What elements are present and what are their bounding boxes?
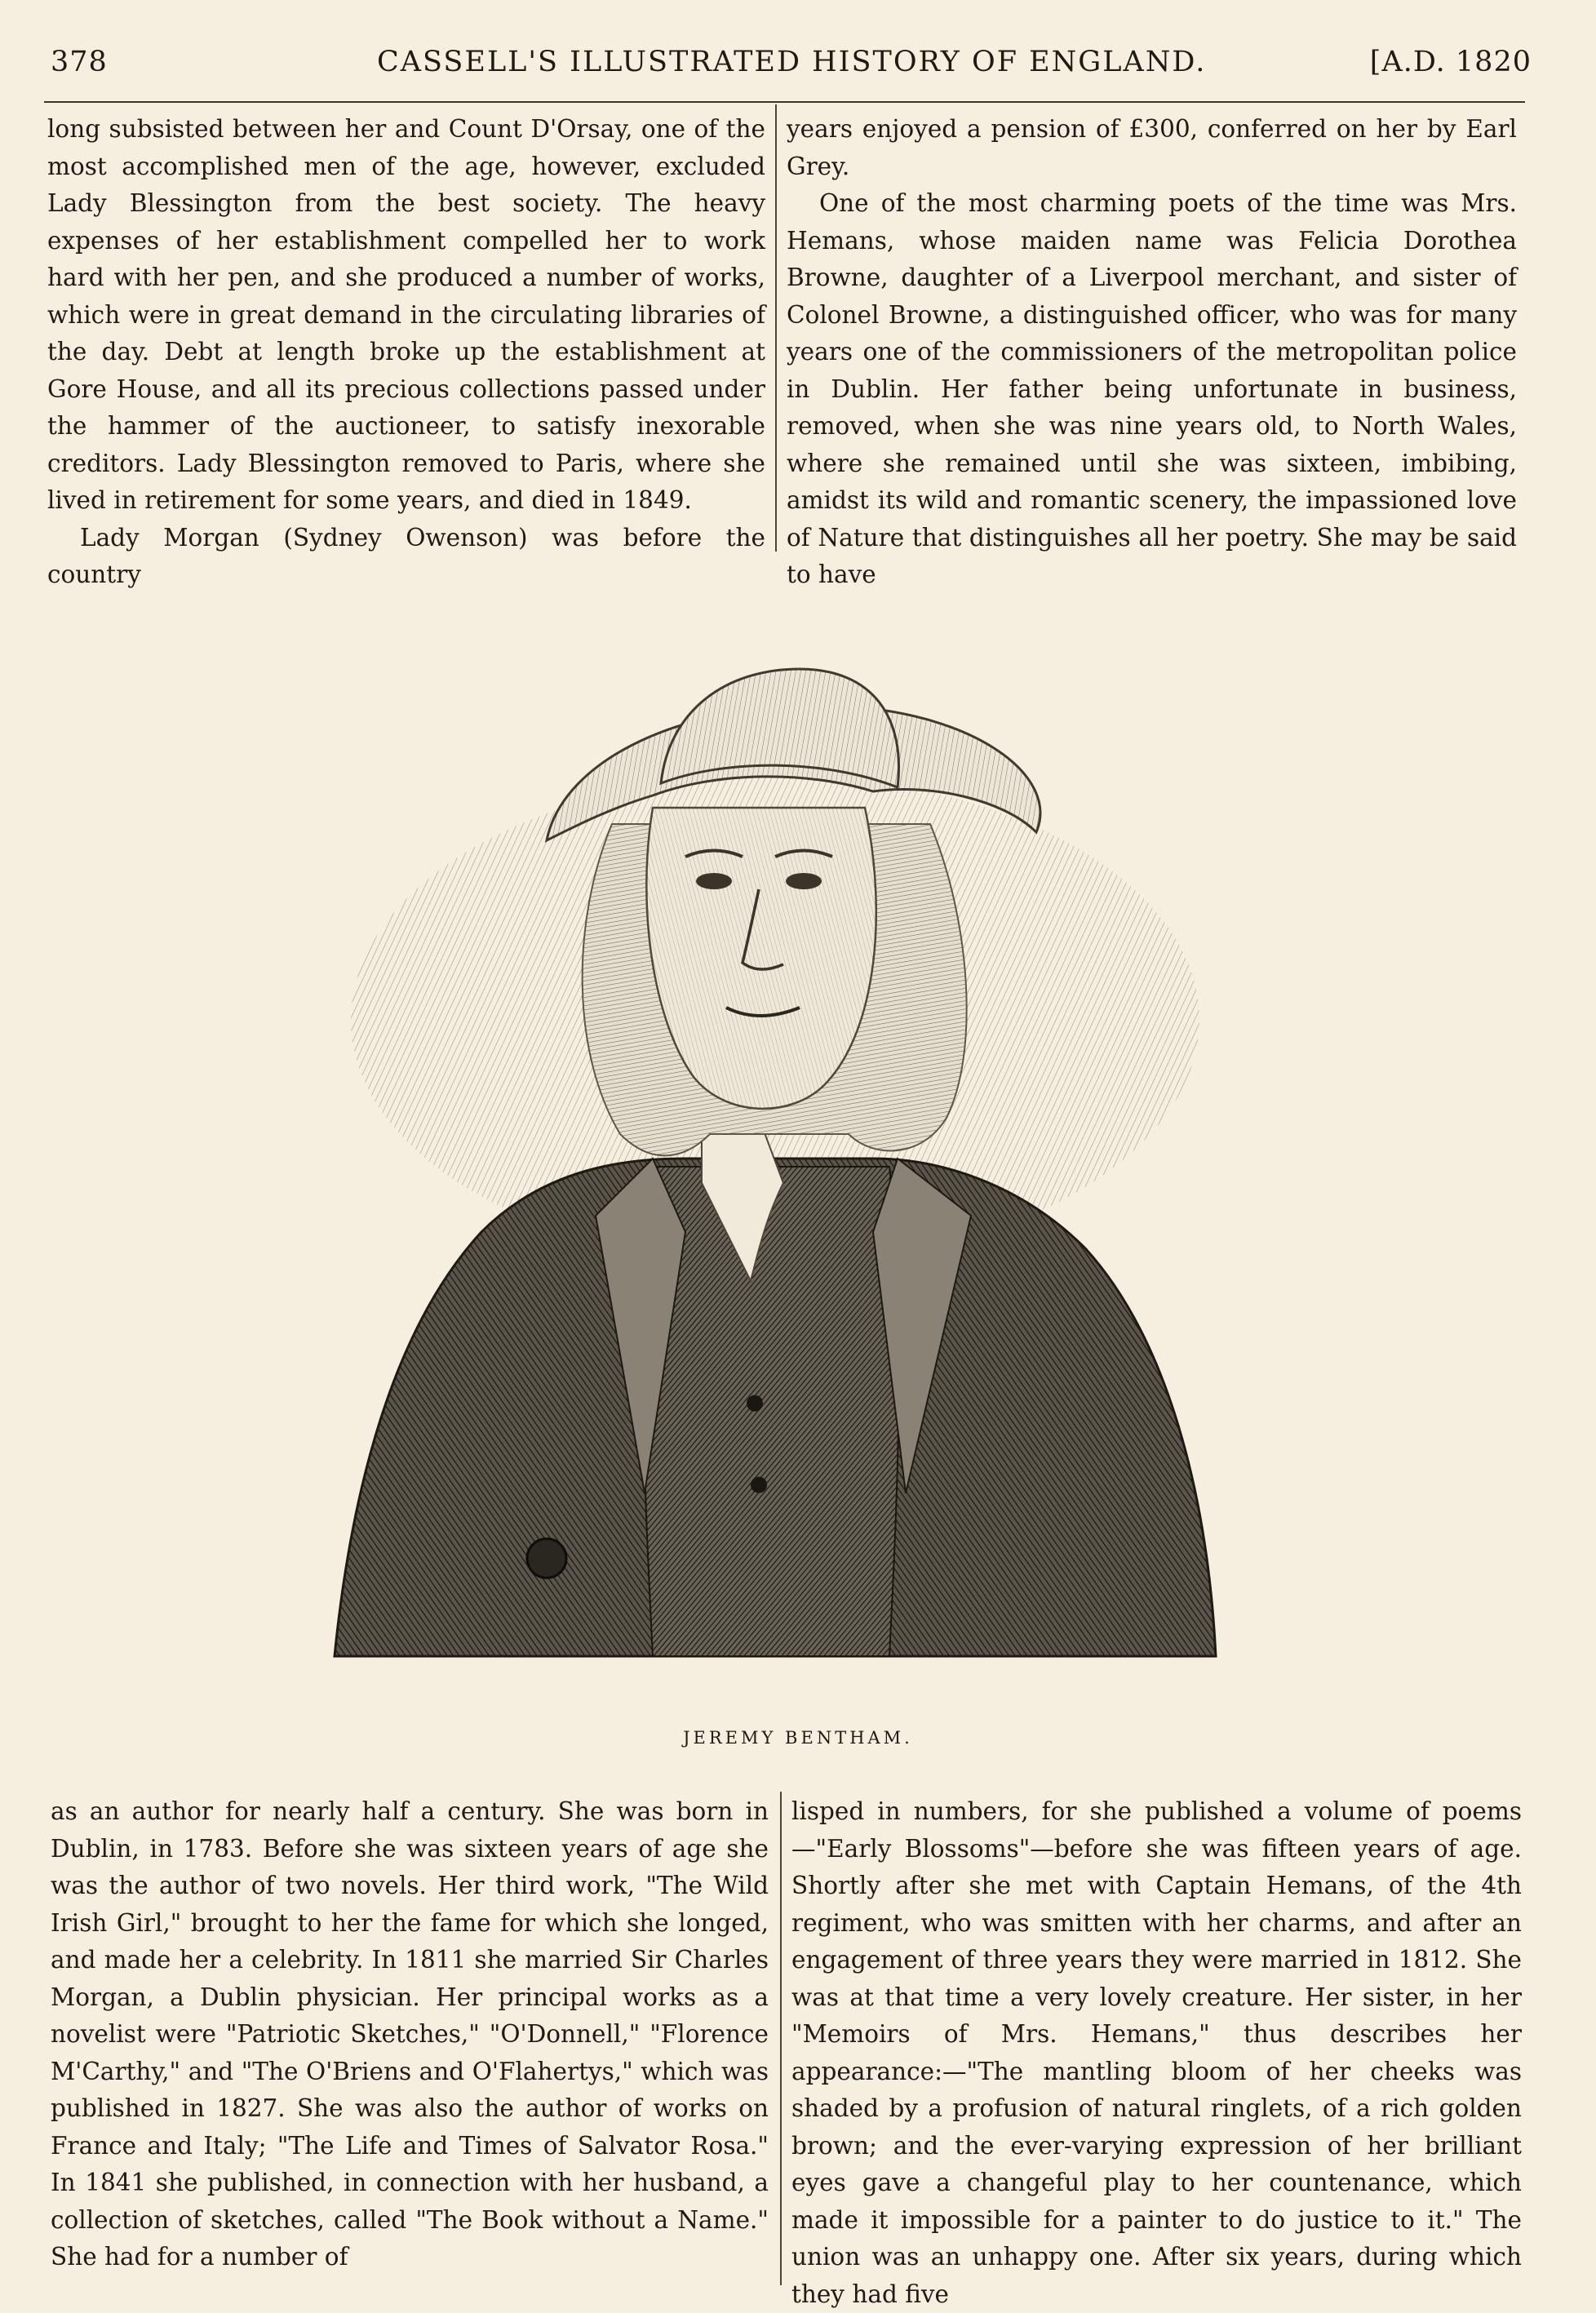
paragraph: long subsisted between her and Count D'Orsay, one of the most accomplished men of the age, however, excluded Lady Blessington from the best society. The heavy expenses of her establishment compelled her to work hard with her pen, and she produced a number of works, which were in great demand in the circulating libraries of the day. Debt at length broke up the establishment at Gore House, and all its precious collections passed under the hammer of the auctioneer, to satisfy inexorable creditors. Lady Blessington removed to Paris, where she lived in retirement for some years, and died in 1849. bbox=[47, 115, 765, 514]
paragraph: One of the most charming poets of the time was Mrs. Hemans, whose maiden name was Felicia Dorothea Browne, daughter of a Liverpool merchant, and sister of Colonel Browne, a distinguished officer, who was for many years one of the commissioners of the metropolitan police in Dublin. Her father being unfortunate in business, removed, when she was nine years old, to North Wales, where she remained until she was sixteen, imbibing, amidst its wild and romantic scenery, the impassioned love of Nature that distinguishes all her poetry. She may be said to have bbox=[787, 189, 1517, 588]
figure-caption: JEREMY BENTHAM. bbox=[683, 1728, 913, 1748]
paragraph: years enjoyed a pension of £300, conferred on her by Earl Grey. bbox=[787, 115, 1517, 180]
left-eye bbox=[696, 873, 732, 889]
bottom-left-column bbox=[51, 1793, 769, 2276]
running-head bbox=[51, 41, 1532, 90]
column-divider bbox=[775, 104, 777, 552]
paragraph: lisped in numbers, for she published a volume of poems—"Early Blossoms"—before she was fifteen years of age. Shortly after she met with Captain Hemans, of the 4th regiment, who was smitten with her charms, and after an engagement of three years they were married in 1812. She was at that time a very lovely creature. Her sister, in her "Memoirs of Mrs. Hemans," thus describes her appearance:—"The mantling bloom of her cheeks was shaded by a profusion of natural ringlets, of a rich golden brown; and the ever-varying expression of her brilliant eyes gave a changeful play to her countenance, which made it impossible for a painter to do justice to it." The union was an unhappy one. After six years, during which they had five bbox=[791, 1797, 1522, 2308]
book-title: CASSELL'S ILLUSTRATED HISTORY OF ENGLAND. bbox=[377, 46, 1207, 78]
top-left-column bbox=[47, 111, 765, 594]
date-marker: [A.D. 1820 bbox=[1369, 46, 1532, 78]
right-eye bbox=[786, 873, 822, 889]
vest-button bbox=[747, 1395, 763, 1411]
page-number: 378 bbox=[51, 46, 108, 78]
column-divider bbox=[780, 1792, 782, 2285]
top-right-column bbox=[787, 111, 1517, 594]
coat-button bbox=[527, 1539, 566, 1578]
vest-button bbox=[751, 1477, 767, 1493]
bottom-right-column bbox=[791, 1793, 1522, 2313]
portrait-engraving bbox=[302, 596, 1248, 1689]
header-rule bbox=[44, 101, 1525, 103]
paragraph: Lady Morgan (Sydney Owenson) was before the country bbox=[47, 523, 765, 588]
paragraph: as an author for nearly half a century. She was born in Dublin, in 1783. Before she was sixteen years of age she was the author of two novels. Her third work, "The Wild Irish Girl," brought to her the fame for which she longed, and made her a celebrity. In 1811 she married Sir Charles Morgan, a Dublin physician. Her principal works as a novelist were "Patriotic Sketches," "O'Donnell," "Florence M'Carthy," and "The O'Briens and O'Flahertys," which was published in 1827. She was also the author of works on France and Italy; "The Life and Times of Salvator Rosa." In 1841 she published, in connection with her husband, a collection of sketches, called "The Book without a Name." She had for a number of bbox=[51, 1797, 769, 2271]
